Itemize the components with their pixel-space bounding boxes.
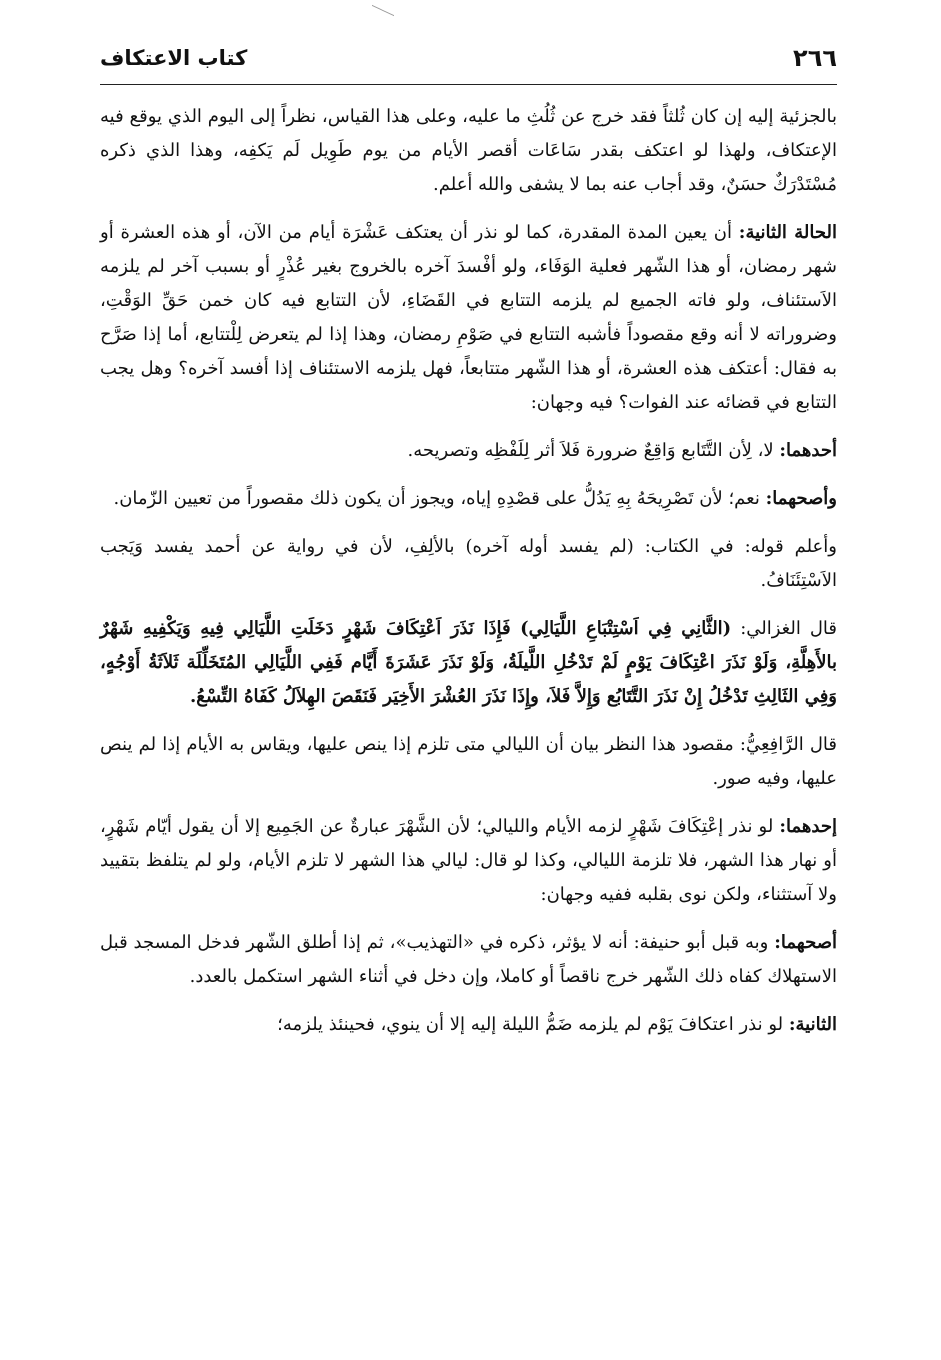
- paragraph-lead: وأصحهما:: [765, 488, 837, 509]
- paragraph-1: [100, 100, 837, 202]
- paragraph-lead: إحدهما:: [779, 816, 837, 837]
- paragraph-text: أن يعين المدة المقدرة، كما لو نذر أن يعتكف عَشْرَة أيام من الآن، أو هذه العشرة أو شهر رمضان، أو هذا الشّهر فعلية الوَفَاء، ولو أفْسدَ آخره بالخروج بغير عُذْرٍ أو بسبب آخر لم يلزمه الاَستئناف، ولو فاته الجميع لم يلزمه التتابع في القَضَاءِ، لأن التتابع فيه كان خمن حَقِّ الوَقْتِ، وضروراته لا أنه وقع مقصوداً فأشبه التتابع في صَوْمِ رمضان، وهذا إذا لم يتعرض لِلْتتابع، أما إذا صَرَّح به فقال: أعتكف هذه العشرة، أو هذا الشّهر متتابعاً، فهل يلزمه الاستئناف إذا أفسد آخره؟ وهل يجب التتابع في قضائه عند الفوات؟ فيه وجهان:: [100, 222, 837, 413]
- paragraph-text: وبه قبل أبو حنيفة: أنه لا يؤثر، ذكره في «التهذيب»، ثم إذا أطلق الشّهر فدخل المسجد قبل الاستهلاك كفاه ذلك الشّهر خرج ناقصاً أو كاملا، وإن دخل في أثناء الشهر استكمل بالعدد.: [100, 932, 837, 987]
- paragraph-lead: أصحهما:: [774, 932, 837, 953]
- paragraph-9: [100, 926, 837, 994]
- paragraph-lead: أحدهما:: [779, 440, 837, 461]
- book-title: كتاب الاعتكاف: [100, 46, 248, 70]
- paragraph-text: نعم؛ لأن تَصْرِيحَهُ بِهِ يَدُلُّ على قصْدِهِ إياه، ويجوز أن يكون ذلك مقصوراً من تعيين الزّمان.: [113, 488, 766, 509]
- paragraph-2: [100, 216, 837, 420]
- quote-text: (الثَّانِي فِي اَسْتِتْبَاعِ اللَّيَالِي) فَإِذَا نَذَرَ اَعْتِكَافَ شَهْرٍ دَخَلَتِ اللَّيَالِي فِيهِ وَيَكْفِيهِ شَهْرٌ بالأَهِلَّةِ، وَلَوْ نَذَرَ اعْتِكَافَ يَوْمٍ لَمْ تَدْخُلِ اللَّيلَةُ، وَلَوْ نَذَرَ عَشَرَةَ أَيَّام فَفِي اللَّيَالِي المُتَخَلِّلَة ثَلاَثَةُ أَوْجُهٍ، وَفِي الثَالِثِ تَدْخُلُ إِنْ نَذَرَ التَّتَابُع وَإِلاَّ فَلاَ، وإِذَا نَذَرَ العُشْرَ الأَخِيَر فَنَقَصَ الهِلاَلُ كَفَاهُ التِّسْعُ.: [100, 618, 837, 707]
- paragraph-5: [100, 530, 837, 598]
- paragraph-3: [100, 434, 837, 468]
- paragraph-10: [100, 1008, 837, 1042]
- paragraph-text: قال الرَّافِعِيُّ: مقصود هذا النظر بيان أن الليالي متى تلزم إذا ينص عليها، ويقاس به الأيام إذا لم ينص عليها، وفيه صور.: [100, 734, 837, 789]
- paragraph-text: وأعلم قوله: في الكتاب: (لم يفسد أوله آخره) بالألِفِ، لأن في رواية عن أحمد يفسد وَيَجب الاَسْتِئَنَافُ.: [100, 536, 837, 591]
- page-body: [100, 100, 837, 1056]
- paragraph-7: [100, 728, 837, 796]
- scan-mark: [372, 0, 394, 16]
- paragraph-lead: الثانية:: [788, 1014, 837, 1035]
- page-number: ٢٦٦: [793, 44, 837, 72]
- paragraph-text: لو نذر اعتكافَ يَوْم لم يلزمه ضَمُّ الليلة إليه إلا أن ينوي، فحينئذ يلزمه؛: [277, 1014, 789, 1035]
- ghazali-quote: [100, 612, 837, 714]
- page-header: [100, 42, 837, 85]
- paragraph-text: لو نذر إعْتِكَافَ شَهْرٍ لزمه الأيام والليالي؛ لأن الشَّهْرَ عبارةٌ عن الجَمِيع إلا أن يقول أيّام شَهْرٍ، أو نهار هذا الشهر، فلا تلزمة الليالي، وكذا لو قال: ليالي هذا الشهر لا تلزم الأيام، ولو لم يتلفظ بتقييد ولا آستثناء، ولكن نوى بقلبه ففيه وجهان:: [100, 816, 837, 905]
- paragraph-8: [100, 810, 837, 912]
- paragraph-lead: الحالة الثانية:: [738, 222, 837, 243]
- paragraph-text: لا، لِأن التَّتَابع وَاقِعٌ ضرورة فَلاَ أثر لِلَفْظِه وتصريحه.: [407, 440, 780, 461]
- paragraph-text: بالجزئية إليه إن كان ثُلثاً فقد خرج عن ثُلُثِ ما عليه، وعلى هذا القياس، نظراً إلى اليوم الذي يوقع فيه الإعتكاف، ولهذا لو اعتكف بقدر سَاعَات أقصر الأيام من يوم طَوِيل لَم يَكفِه، وهذا الذي ذكره مُسْتَدْرَكٌ حسَنٌ، وقد أجاب عنه بما لا يشفى والله أعلم.: [100, 106, 837, 195]
- paragraph-4: [100, 482, 837, 516]
- quote-intro: قال الغزالي:: [731, 618, 838, 639]
